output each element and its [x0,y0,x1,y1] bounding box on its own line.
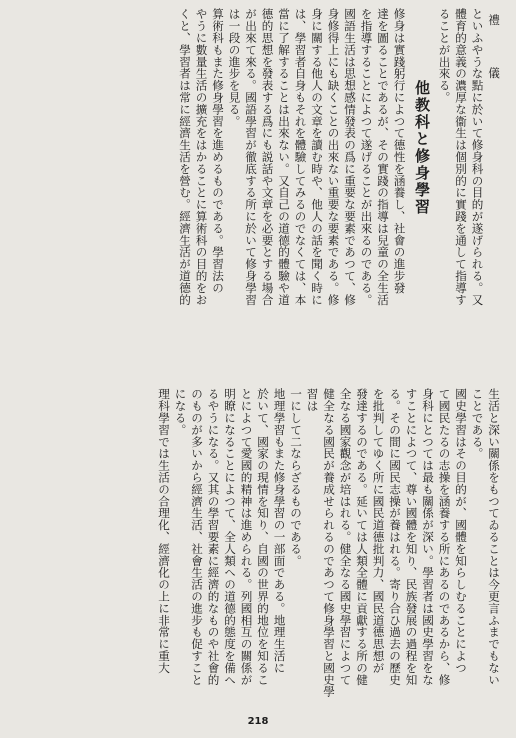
text-line: になる。 [173,388,188,436]
text-line: は一段の進步を見る。 [227,8,242,127]
text-line: 德的思想を發表する爲にも説話や文章を必要とする場合 [260,8,275,306]
text-line: が出來て來る。國語學習が徹底する所に於いて修身學習 [244,8,258,306]
bottom-text-block [14,388,502,708]
text-line: といふやうな點に於いて修身科の目的が遂げられる。又 [470,8,485,306]
text-line: るやうになる。又其の學習要素に經濟的なものや社會的 [206,388,221,686]
text-line: 一にして二ならざるものである。 [289,388,303,567]
text-line: やうに數量生活の擴充をはかることに算術科の目的をお [194,8,209,306]
text-line: とによつて愛國的精神は進められる。列國相互の關係が [239,388,254,686]
text-line: る。その間に國民志操が養はれる。寄り合ひ過去の歷史 [388,388,402,686]
text-line: 身に關する他人の文章を讀む時や、他人の話を聞く時に [310,8,324,306]
text-line: て國民たるの志操を涵養する所にあるのであるから、修 [437,388,452,686]
text-line: 算術科もまた修身學習を進めるものである。學習法の [211,8,225,294]
text-line: 明瞭になることによつて、全人類への道德的態度を備へ [223,388,237,686]
top-column-text [14,8,502,358]
text-line: 體育的意義の濃厚な衞生は個別的に實踐を通して指導す [454,8,468,306]
page-number: 218 [247,716,269,727]
text-line: 當に了解することは出來ない。又自己の道德的體驗や道 [277,8,291,306]
text-line: は、學習者自身もそれを體驗してみるのでなくては、本 [293,8,308,306]
text-line: 發達するのである。延いては人類全體に貢獻する所の健 [355,388,369,686]
text-line: 國史學習はその目的が、國體を知らしむることによつ [454,388,468,674]
text-line: 生活と深い關係をもつてゐることは今更言ふまでもない [487,388,501,686]
text-line: くと、學習者は常に經濟生活を營む。經濟生活が道德的 [178,8,192,306]
text-line: 國語生活は思想感情發表の爲に重要な要素であつて、修 [343,8,357,306]
text-line: 全なる國家觀念が培はれる。健全なる國史學習によつて [338,388,353,686]
text-line: すことによつて、尊い國體を知り、民族發展の過程を知 [404,388,419,686]
text-line: 身修得上にも缺くことの出來ない重要な要素である。修 [326,8,341,306]
section-label: 禮 儀 [487,14,501,85]
text-line: ことである。 [470,388,485,460]
bottom-column-text [14,388,502,708]
text-line: 修身は實踐躬行によつて德性を涵養し、社會の進步發 [392,8,407,294]
text-line: 達を圖ることであるが、その實踐の指導は兒童の全生活 [376,8,390,306]
text-line: 健全なる國民が養成せられるのであつて修身學習と國史學習は [305,388,336,698]
section-heading: 他教科と修身學習 [413,80,431,216]
text-line: ることが出來る。 [437,8,452,104]
text-line: 於いて、國家の現情を知り、自國の世界的地位を知るこ [256,388,270,686]
text-line: を指導することによつて遂げることが出來るのである。 [359,8,374,306]
text-line: のものが多いから經濟生活、社會生活の進步も促すこと [190,388,204,686]
text-line: を批判してゆく所に國民道德批判力、國民道德思想が [371,388,386,674]
top-text-block [14,8,502,358]
text-line: 身科にとつては最も關係が深い。學習者は國史學習をな [421,388,435,686]
text-line: 地理學習もまた修身學習の一部面である。地理生活に [272,388,287,674]
text-line: 理科學習では生活の合理化、經濟化の上に非常に重大 [157,388,171,674]
